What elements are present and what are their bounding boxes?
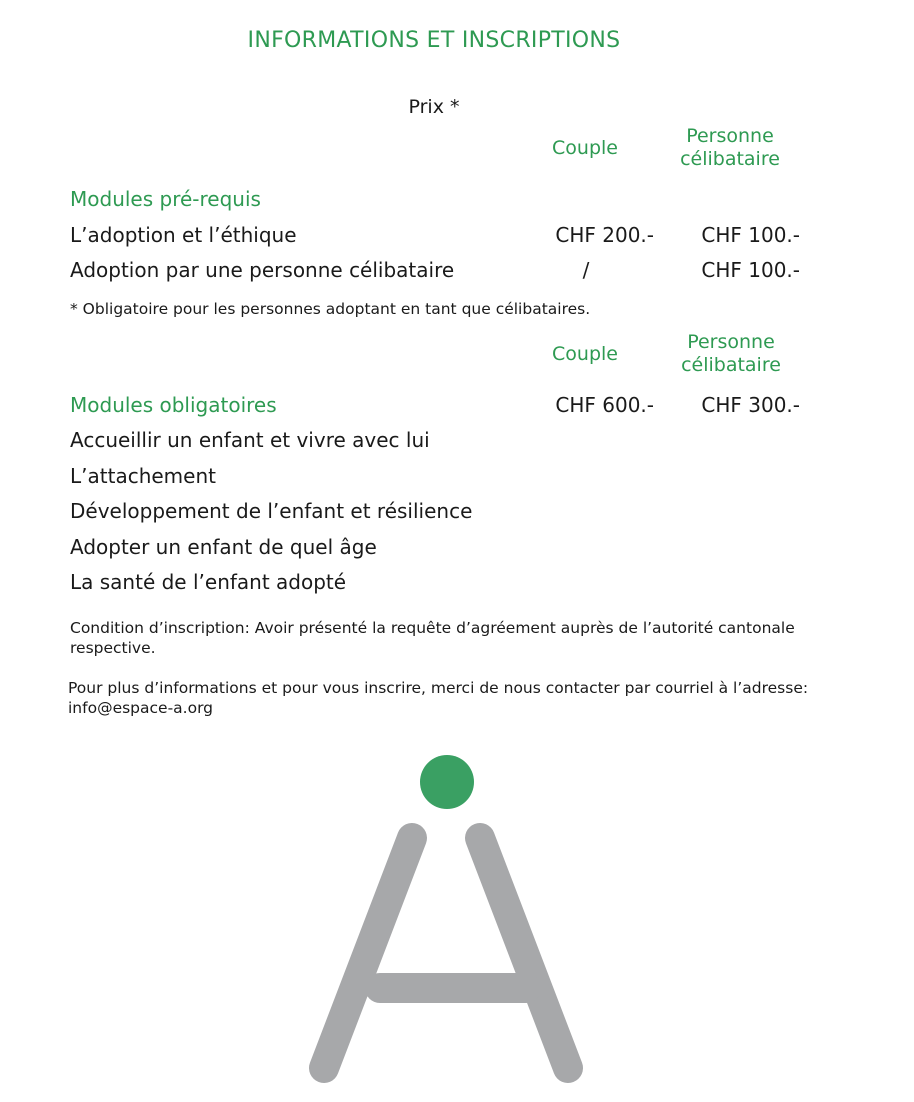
footnote: * Obligatoire pour les personnes adoptant en tant que célibataires. — [70, 300, 591, 318]
prerequis-row-1-single: CHF 100.- — [701, 223, 800, 247]
col-couple-header: Couple — [552, 137, 618, 159]
col-single-header-2 — [661, 331, 801, 377]
obligatoire-item-3: Développement de l’enfant et résilience — [70, 499, 473, 523]
obligatoires-heading: Modules obligatoires — [70, 393, 277, 417]
prerequis-heading: Modules pré-requis — [70, 187, 261, 211]
prerequis-row-1-label: L’adoption et l’éthique — [70, 223, 297, 247]
obligatoire-item-5: La santé de l’enfant adopté — [70, 570, 347, 594]
prerequis-row-2-label: Adoption par une personne célibataire — [70, 258, 455, 282]
obligatoires-couple-price: CHF 600.- — [555, 393, 654, 417]
contact-text: Pour plus d’informations et pour vous inscrire, merci de nous contacter par courriel à l’adresse: info@espace-a.org — [68, 679, 809, 717]
prerequis-row-1-couple: CHF 200.- — [555, 223, 654, 247]
obligatoire-item-1: Accueillir un enfant et vivre avec lui — [70, 428, 430, 452]
col-single-line1-2: Personne — [687, 331, 775, 353]
col-single-line2-2: célibataire — [681, 354, 781, 376]
espace-a-logo — [300, 752, 600, 1097]
prerequis-row-2-single: CHF 100.- — [701, 258, 800, 282]
prerequis-row-2-couple: / — [582, 258, 590, 282]
logo-letter-a — [324, 838, 568, 1068]
condition-text: Condition d’inscription: Avoir présenté la requête d’agréement auprès de l’autorité cantonale respective. — [70, 619, 795, 657]
obligatoire-item-4: Adopter un enfant de quel âge — [70, 535, 377, 559]
col-couple-header-2: Couple — [552, 343, 618, 365]
col-single-line1: Personne — [686, 125, 774, 147]
obligatoire-item-2: L’attachement — [70, 464, 216, 488]
obligatoires-single-price: CHF 300.- — [701, 393, 800, 417]
col-single-line2: célibataire — [680, 148, 780, 170]
prix-label: Prix * — [408, 96, 460, 118]
page-title: INFORMATIONS ET INSCRIPTIONS — [247, 28, 621, 53]
col-single-header — [660, 125, 800, 171]
logo-dot — [420, 755, 474, 809]
